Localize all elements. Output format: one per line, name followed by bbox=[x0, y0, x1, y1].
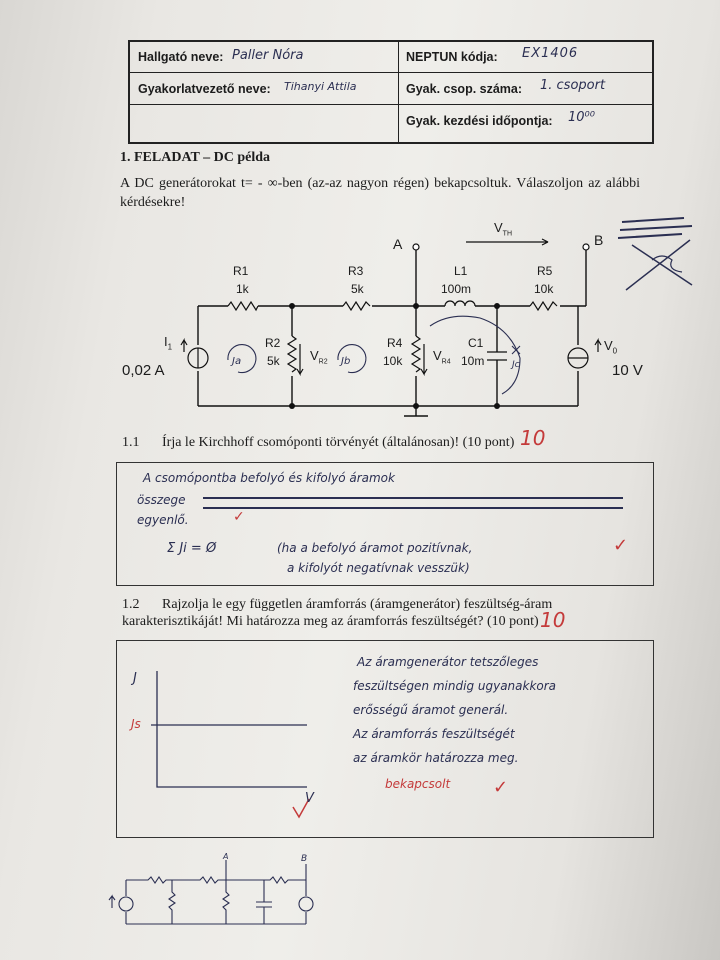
q1-text: Írja le Kirchhoff csomóponti törvényét (általánosan)! (10 pont) bbox=[162, 435, 515, 450]
r3-value: 5k bbox=[351, 282, 364, 296]
r4-value: 10k bbox=[383, 354, 403, 368]
r5-value: 10k bbox=[534, 282, 554, 296]
r2-value: 5k bbox=[267, 354, 280, 368]
student-name: Paller Nóra bbox=[232, 48, 304, 63]
supervisor-label: Gyakorlatvezető neve: bbox=[138, 82, 271, 96]
q2-answer-line4: Az áramforrás feszültségét bbox=[353, 727, 515, 741]
task-intro: A DC generátorokat t= - ∞-ben (az-az nagyon régen) bekapcsoltuk. Válaszoljon az alábbi kérdésekre! bbox=[120, 176, 640, 210]
v0-value: 10 V bbox=[612, 362, 643, 379]
q2-score: 10 bbox=[540, 608, 566, 632]
start-value: 10⁰⁰ bbox=[568, 110, 595, 125]
q1-answer-line1: A csomópontba befolyó és kifolyó áramok bbox=[143, 471, 395, 485]
loop-2-label: Jb bbox=[341, 356, 351, 367]
check-icon: ✓ bbox=[493, 777, 509, 798]
graph-y-axis-label: J bbox=[133, 671, 137, 686]
q2-number: 1.2 bbox=[122, 597, 140, 612]
loop-3-label: Jc bbox=[512, 360, 520, 370]
group-label: Gyak. csop. száma: bbox=[406, 82, 523, 96]
l1-value: 100m bbox=[441, 282, 472, 296]
student-label: Hallgató neve: bbox=[138, 50, 224, 64]
q1-score: 10 bbox=[520, 426, 546, 450]
r2-label: R2 bbox=[265, 336, 281, 350]
q2-answer-line3: erősségű áramot generál. bbox=[353, 703, 509, 717]
q1-answer-line2: összege bbox=[137, 493, 186, 507]
r3-label: R3 bbox=[348, 264, 364, 278]
node-b-label: B bbox=[594, 232, 604, 248]
neptun-label: NEPTUN kódja: bbox=[406, 50, 498, 64]
q2-answer-line5: az áramkör határozza meg. bbox=[353, 751, 519, 765]
q1-note-line2: a kifolyót negatívnak vesszük) bbox=[287, 561, 470, 575]
q1-answer-box bbox=[116, 462, 654, 586]
q1-answer-line3: egyenlő. bbox=[137, 513, 189, 527]
r1-label: R1 bbox=[233, 264, 249, 278]
vr4-label: $V_{R4}$ bbox=[433, 348, 451, 366]
graph-x-axis-label: V bbox=[305, 791, 314, 806]
vr2-label: $V_{R2}$ bbox=[310, 348, 328, 366]
q2-answer-line2: feszültségen mindig ugyanakkora bbox=[353, 679, 557, 693]
supervisor-name: Tihanyi Attila bbox=[284, 80, 357, 93]
circuit-diagram bbox=[0, 0, 720, 430]
start-label: Gyak. kezdési időpontja: bbox=[406, 114, 553, 128]
v0-label: $V_0$ bbox=[604, 338, 618, 356]
q2-text-line1: Rajzolja le egy független áramforrás (áramgenerátor) feszültség-áram bbox=[162, 597, 553, 612]
sketch-node-b: B bbox=[301, 854, 308, 864]
vth-label: $V_{TH}$ bbox=[494, 220, 513, 238]
r4-label: R4 bbox=[387, 336, 403, 350]
task-title: 1. FELADAT – DC példa bbox=[120, 150, 271, 165]
q1-note-line1: (ha a befolyó áramot pozitívnak, bbox=[277, 541, 473, 555]
loop-1-label: Ja bbox=[232, 356, 242, 367]
r5-label: R5 bbox=[537, 264, 553, 278]
i1-value: 0,02 A bbox=[122, 362, 165, 379]
check-icon: ✓ bbox=[613, 535, 629, 556]
q1-strikethrough bbox=[203, 497, 623, 509]
sketch-node-a: A bbox=[223, 852, 229, 861]
l1-label: L1 bbox=[454, 264, 468, 278]
c1-value: 10m bbox=[461, 354, 485, 368]
group-value: 1. csoport bbox=[540, 78, 606, 93]
node-a-label: A bbox=[393, 236, 403, 252]
q2-text-line2: karakterisztikáját! Mi határozza meg az áramforrás feszültségét? (10 pont) bbox=[122, 614, 539, 629]
r1-value: 1k bbox=[236, 282, 249, 296]
q2-answer-box bbox=[116, 640, 654, 838]
check-icon: ✓ bbox=[233, 509, 245, 525]
c1-label: C1 bbox=[468, 336, 484, 350]
teacher-note: bekapcsolt bbox=[385, 777, 451, 791]
q1-formula: Σ Ji = Ø bbox=[167, 541, 217, 556]
q1-number: 1.1 bbox=[122, 435, 140, 450]
neptun-code: EX1406 bbox=[522, 46, 579, 61]
i1-label: $I_1$ bbox=[164, 334, 173, 352]
q2-answer-line1: Az áramgenerátor tetszőleges bbox=[357, 655, 539, 669]
graph-current-level: Js bbox=[131, 717, 141, 731]
